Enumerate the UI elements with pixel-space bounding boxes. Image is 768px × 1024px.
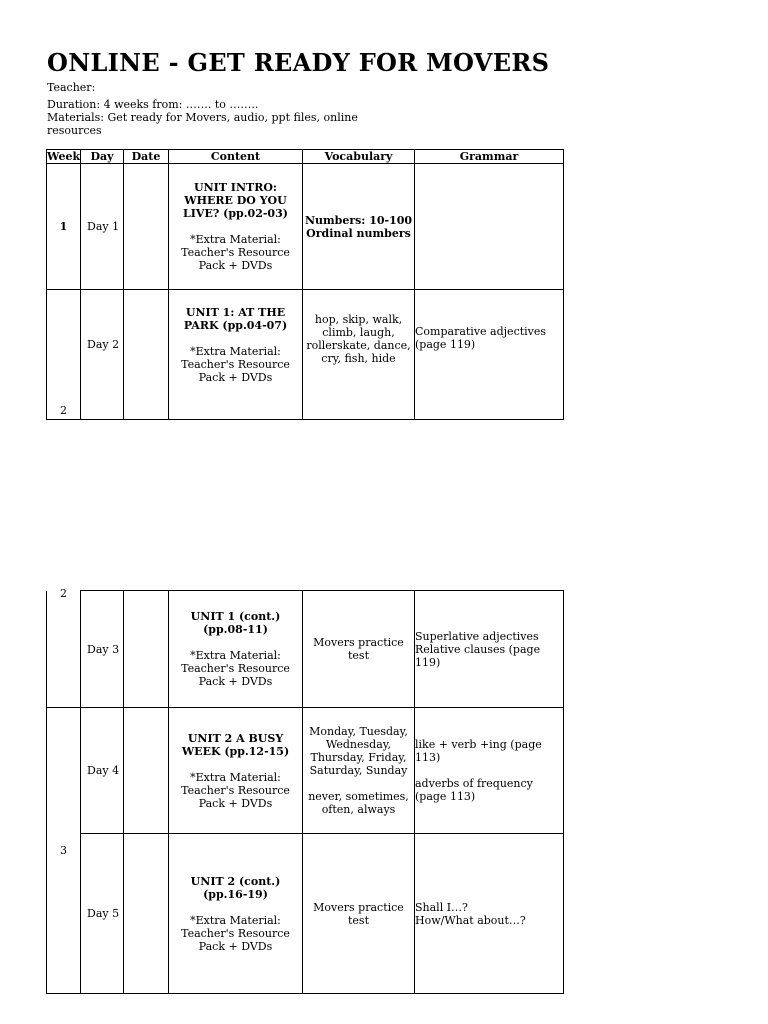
document-title: ONLINE - GET READY FOR MOVERS (47, 48, 550, 77)
week-cell (47, 586, 81, 708)
vocabulary-cell: hop, skip, walk, climb, laugh, rollerskate, dance, cry, fish, hide (303, 290, 415, 420)
table-row (47, 290, 564, 420)
vocabulary-line: Monday, Tuesday, Wednesday, Thursday, Friday, Saturday, Sunday (309, 725, 408, 777)
grammar-line: like + verb +ing (page 113) (415, 738, 542, 764)
duration-line: Duration: 4 weeks from: ……. to …….. (47, 98, 259, 111)
content-title: UNIT 1: AT THE PARK (pp.04-07) (183, 306, 288, 332)
content-title: UNIT 2 (cont.) (pp.16-19) (190, 874, 281, 901)
content-title: UNIT INTRO: WHERE DO YOU LIVE? (pp.02-03) (183, 181, 288, 220)
week-cell: 1 (47, 164, 81, 290)
content-cell (169, 290, 303, 420)
content-cell (169, 164, 303, 290)
day-cell: Day 4 (81, 708, 124, 834)
table-row (47, 834, 564, 994)
grammar-cell: Comparative adjectives (page 119) (415, 290, 564, 420)
schedule-table-page1 (45, 148, 565, 417)
grammar-cell (415, 708, 564, 834)
content-extra: *Extra Material: Teacher's Resource Pack + DVDs (181, 770, 290, 810)
content-extra: *Extra Material: Teacher's Resource Pack + DVDs (181, 913, 290, 953)
grammar-line: Relative clauses (page 119) (415, 642, 541, 669)
day-cell: Day 1 (81, 164, 124, 290)
content-extra: *Extra Material: Teacher's Resource Pack + DVDs (181, 345, 290, 384)
week-cell: 3 (47, 708, 81, 994)
table-row (47, 164, 564, 290)
header-grammar: Grammar (415, 150, 564, 164)
content-title: UNIT 2 A BUSY WEEK (pp.12-15) (181, 731, 290, 758)
grammar-line: Shall I…? (415, 900, 468, 914)
content-cell (169, 834, 303, 994)
vocabulary-line: never, sometimes, often, always (308, 790, 409, 816)
header-day: Day (81, 150, 124, 164)
vocabulary-line: Ordinal numbers (306, 226, 411, 240)
grammar-cell (415, 591, 564, 708)
teacher-label: Teacher: (47, 81, 96, 94)
table-row (47, 708, 564, 834)
materials-line: Materials: Get ready for Movers, audio, ppt files, online (47, 111, 358, 124)
date-cell (124, 708, 169, 834)
date-cell (124, 290, 169, 420)
header-content: Content (169, 150, 303, 164)
vocabulary-cell (303, 164, 415, 290)
date-cell (124, 834, 169, 994)
grammar-cell (415, 164, 564, 290)
materials-line-continued: resources (47, 124, 102, 137)
table-row (47, 591, 564, 708)
grammar-line: adverbs of frequency (page 113) (415, 777, 533, 803)
content-cell (169, 591, 303, 708)
week-cell: 2 (47, 290, 81, 420)
vocabulary-line: Numbers: 10-100 (304, 213, 413, 227)
vocabulary-cell (303, 708, 415, 834)
header-date: Date (124, 150, 169, 164)
day-cell: Day 3 (81, 591, 124, 708)
week-number: 2 (60, 586, 67, 600)
vocabulary-cell: Movers practice test (303, 591, 415, 708)
grammar-line: How/What about…? (415, 913, 526, 927)
table-header-row (47, 150, 564, 164)
header-week: Week (47, 150, 81, 163)
grammar-cell (415, 834, 564, 994)
date-cell (124, 591, 169, 708)
schedule-table-page2 (45, 586, 565, 997)
vocabulary-cell: Movers practice test (303, 834, 415, 994)
header-vocabulary: Vocabulary (303, 150, 415, 164)
date-cell (124, 164, 169, 290)
content-extra: *Extra Material: Teacher's Resource Pack + DVDs (181, 233, 290, 272)
content-cell (169, 708, 303, 834)
day-cell: Day 2 (81, 290, 124, 420)
content-extra: *Extra Material: Teacher's Resource Pack + DVDs (181, 649, 290, 688)
day-cell: Day 5 (81, 834, 124, 994)
content-title: UNIT 1 (cont.) (pp.08-11) (190, 610, 281, 636)
grammar-line: Superlative adjectives (415, 629, 539, 643)
